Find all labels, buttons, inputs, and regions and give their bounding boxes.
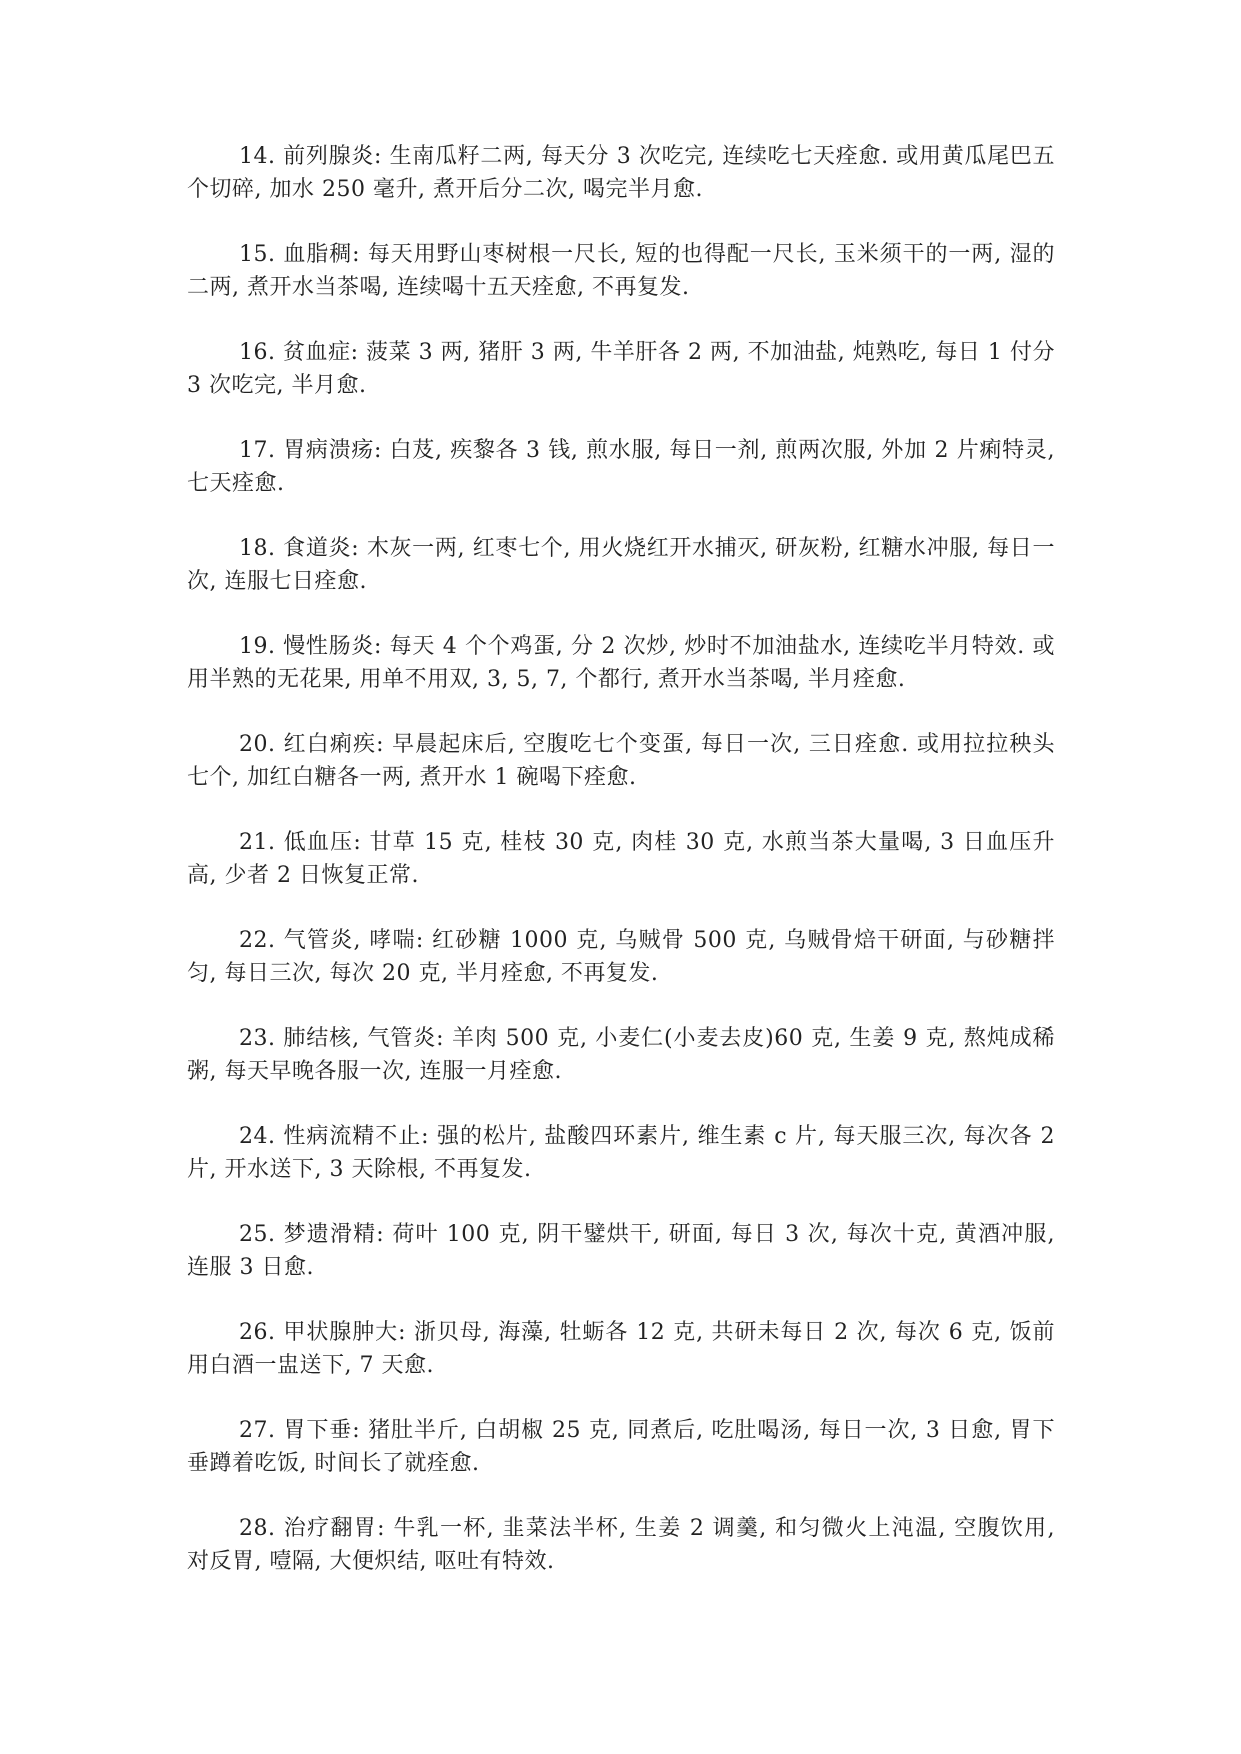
remedy-item: 20. 红白痢疾: 早晨起床后, 空腹吃七个变蛋, 每日一次, 三日痊愈. 或用拉拉秧头七个, 加红白糖各一两, 煮开水 1 碗喝下痊愈. [187, 732, 1055, 790]
remedy-item: 25. 梦遗滑精: 荷叶 100 克, 阴干鐾烘干, 研面, 每日 3 次, 每次十克, 黄酒冲服, 连服 3 日愈. [187, 1222, 1055, 1280]
remedy-item: 28. 治疗翻胃: 牛乳一杯, 韭菜法半杯, 生姜 2 调羹, 和匀微火上沌温, 空腹饮用, 对反胃, 噎隔, 大便炽结, 呕吐有特效. [187, 1516, 1055, 1574]
remedy-item: 23. 肺结核, 气管炎: 羊肉 500 克, 小麦仁(小麦去皮)60 克, 生姜 9 克, 熬炖成稀粥, 每天早晚各服一次, 连服一月痊愈. [187, 1026, 1055, 1084]
remedy-item: 27. 胃下垂: 猪肚半斤, 白胡椒 25 克, 同煮后, 吃肚喝汤, 每日一次, 3 日愈, 胃下垂蹲着吃饭, 时间长了就痊愈. [187, 1418, 1055, 1476]
remedy-item: 26. 甲状腺肿大: 浙贝母, 海藻, 牡蛎各 12 克, 共研未每日 2 次, 每次 6 克, 饭前用白酒一盅送下, 7 天愈. [187, 1320, 1055, 1378]
remedy-item: 24. 性病流精不止: 强的松片, 盐酸四环素片, 维生素 c 片, 每天服三次, 每次各 2 片, 开水送下, 3 天除根, 不再复发. [187, 1124, 1055, 1182]
remedy-item: 18. 食道炎: 木灰一两, 红枣七个, 用火烧红开水捕灭, 研灰粉, 红糖水冲服, 每日一次, 连服七日痊愈. [187, 536, 1055, 594]
remedy-item: 15. 血脂稠: 每天用野山枣树根一尺长, 短的也得配一尺长, 玉米须干的一两, 湿的二两, 煮开水当茶喝, 连续喝十五天痊愈, 不再复发. [187, 242, 1055, 300]
remedy-item: 22. 气管炎, 哮喘: 红砂糖 1000 克, 乌贼骨 500 克, 乌贼骨焙干研面, 与砂糖拌匀, 每日三次, 每次 20 克, 半月痊愈, 不再复发. [187, 928, 1055, 986]
remedy-list [187, 140, 1055, 1610]
remedy-item: 17. 胃病溃疡: 白芨, 疾黎各 3 钱, 煎水服, 每日一剂, 煎两次服, 外加 2 片痢特灵, 七天痊愈. [187, 438, 1055, 496]
remedy-item: 16. 贫血症: 菠菜 3 两, 猪肝 3 两, 牛羊肝各 2 两, 不加油盐, 炖熟吃, 每日 1 付分 3 次吃完, 半月愈. [187, 340, 1055, 398]
remedy-item: 21. 低血压: 甘草 15 克, 桂枝 30 克, 肉桂 30 克, 水煎当茶大量喝, 3 日血压升高, 少者 2 日恢复正常. [187, 830, 1055, 888]
remedy-item: 19. 慢性肠炎: 每天 4 个个鸡蛋, 分 2 次炒, 炒时不加油盐水, 连续吃半月特效. 或用半熟的无花果, 用单不用双, 3, 5, 7, 个都行, 煮开水当茶喝, 半月痊愈. [187, 634, 1055, 692]
remedy-item: 14. 前列腺炎: 生南瓜籽二两, 每天分 3 次吃完, 连续吃七天痊愈. 或用黄瓜尾巴五个切碎, 加水 250 毫升, 煮开后分二次, 喝完半月愈. [187, 144, 1055, 202]
